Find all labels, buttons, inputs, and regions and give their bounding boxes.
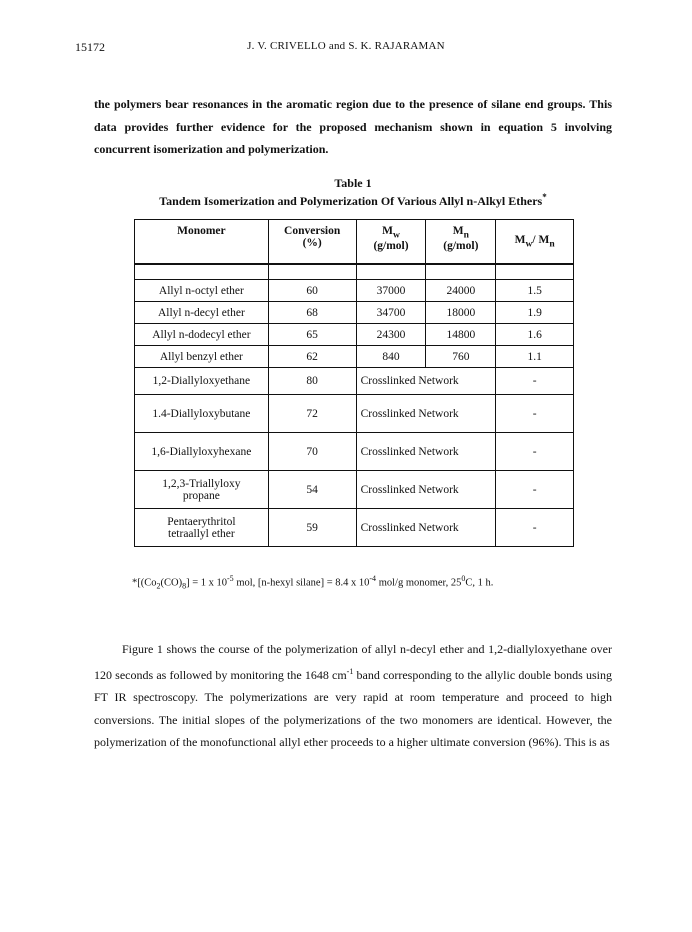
cell-ratio: -	[496, 433, 574, 471]
cell-mn: 24000	[426, 280, 496, 302]
table-row	[135, 509, 574, 547]
cell-conversion: 60	[268, 280, 356, 302]
table-row	[135, 280, 574, 302]
cell-ratio: 1.5	[496, 280, 574, 302]
table-header-row	[135, 220, 574, 265]
header-mn-unit: (g/mol)	[443, 240, 479, 253]
cell-conversion: 54	[268, 471, 356, 509]
cell-monomer: Allyl n-octyl ether	[135, 280, 269, 302]
mn-sub: n	[463, 229, 469, 241]
mw-base: M	[382, 225, 393, 237]
table-title-text: Tandem Isomerization and Polymerization Of Various Allyl n-Alkyl Ethers	[159, 194, 543, 208]
page-number: 15172	[75, 40, 105, 54]
cell-conversion: 72	[268, 395, 356, 433]
cell-ratio: 1.9	[496, 302, 574, 324]
cell-network: Crosslinked Network	[356, 368, 496, 395]
header-spacer-row	[135, 264, 574, 280]
results-table	[134, 219, 574, 547]
cell-conversion: 80	[268, 368, 356, 395]
table-title-mark: *	[542, 192, 547, 202]
ratio-b-sub: n	[549, 238, 555, 250]
cell-monomer: Allyl n-dodecyl ether	[135, 324, 269, 346]
mn-base: M	[452, 225, 464, 237]
header-mn-label	[426, 225, 495, 240]
cell-mw: 24300	[356, 324, 426, 346]
table-row	[135, 368, 574, 395]
running-head: J. V. CRIVELLO and S. K. RAJARAMAN	[247, 40, 445, 52]
ratio-a-sub: w	[525, 238, 533, 250]
body-paragraph-1: the polymers bear resonances in the aromatic region due to the presence of silane end groups. This data provides further evidence for the proposed mechanism shown in equation 5 involving concurrent isomerization and polymerization.	[94, 97, 612, 156]
cell-ratio: 1.1	[496, 346, 574, 368]
monomer-line-1: Pentaerythritol	[167, 515, 236, 528]
header-mw-label	[357, 225, 426, 240]
cell-network: Crosslinked Network	[356, 395, 496, 433]
table-row	[135, 346, 574, 368]
cell-network: Crosslinked Network	[356, 471, 496, 509]
cell-ratio: 1.6	[496, 324, 574, 346]
monomer-line-2: tetraallyl ether	[168, 527, 235, 540]
body-paragraph-2: Figure 1 shows the course of the polymerization of allyl n-decyl ether and 1,2-diallyloxyethane over 120 seconds as followed by monitoring the 1648 $cm^{-1}$ band corresponding to the allylic double bonds using FT IR spectroscopy. The polymerizations are very rapid at room temperature and proceed to high conversions. The initial slopes of the polymerizations of the two monomers are identical. However, the polymerization of the monofunctional allyl ether proceeds to a higher ultimate conversion (96%). This is as	[94, 642, 613, 749]
cell-conversion: 70	[268, 433, 356, 471]
cell-ratio: -	[496, 395, 574, 433]
header-conversion-label: Conversion	[284, 225, 341, 237]
cell-ratio: -	[496, 509, 574, 547]
header-ratio	[496, 220, 574, 265]
cell-ratio: -	[496, 471, 574, 509]
header-monomer: Monomer	[135, 220, 269, 265]
cell-monomer: Allyl n-decyl ether	[135, 302, 269, 324]
table-title	[94, 192, 612, 209]
cell-mw: 34700	[356, 302, 426, 324]
mw-sub: w	[392, 229, 400, 241]
cell-conversion: 62	[268, 346, 356, 368]
table-row	[135, 324, 574, 346]
table-footnote: $*[(Co_2(CO)_8] = 1$ x $10^{-5}$ mol, [n-hexyl silane] = 8.4 x $10^{-4}$ mol/g monomer, $25^0C$, 1 h.	[132, 574, 494, 591]
cell-conversion: 65	[268, 324, 356, 346]
monomer-line-1: 1,2,3-Triallyloxy	[162, 477, 241, 490]
header-conversion-unit: (%)	[302, 237, 322, 249]
cell-monomer	[135, 509, 269, 547]
cell-mn: 18000	[426, 302, 496, 324]
cell-ratio: -	[496, 368, 574, 395]
cell-network: Crosslinked Network	[356, 433, 496, 471]
cell-conversion: 59	[268, 509, 356, 547]
table-row	[135, 471, 574, 509]
cell-monomer	[135, 471, 269, 509]
monomer-line-2: propane	[182, 489, 220, 502]
table-row	[135, 395, 574, 433]
cell-mw: 840	[356, 346, 426, 368]
header-mw	[356, 220, 426, 265]
cell-conversion: 68	[268, 302, 356, 324]
cell-mn: 760	[426, 346, 496, 368]
ratio-sep: /	[532, 233, 539, 246]
header-mn	[426, 220, 496, 265]
cell-monomer: 1,6-Diallyloxyhexane	[135, 433, 269, 471]
cell-mw: 37000	[356, 280, 426, 302]
table-caption: Table 1	[334, 176, 372, 190]
header-conversion	[268, 220, 356, 265]
cell-mn: 14800	[426, 324, 496, 346]
ratio-b: M	[538, 233, 550, 246]
table-row	[135, 433, 574, 471]
cell-monomer: 1.4-Diallyloxybutane	[135, 395, 269, 433]
ratio-a: M	[514, 233, 526, 246]
cell-monomer: 1,2-Diallyloxyethane	[135, 368, 269, 395]
cell-network: Crosslinked Network	[356, 509, 496, 547]
table-row	[135, 302, 574, 324]
page-header	[0, 40, 692, 56]
header-mw-unit: (g/mol)	[373, 240, 409, 253]
cell-monomer: Allyl benzyl ether	[135, 346, 269, 368]
